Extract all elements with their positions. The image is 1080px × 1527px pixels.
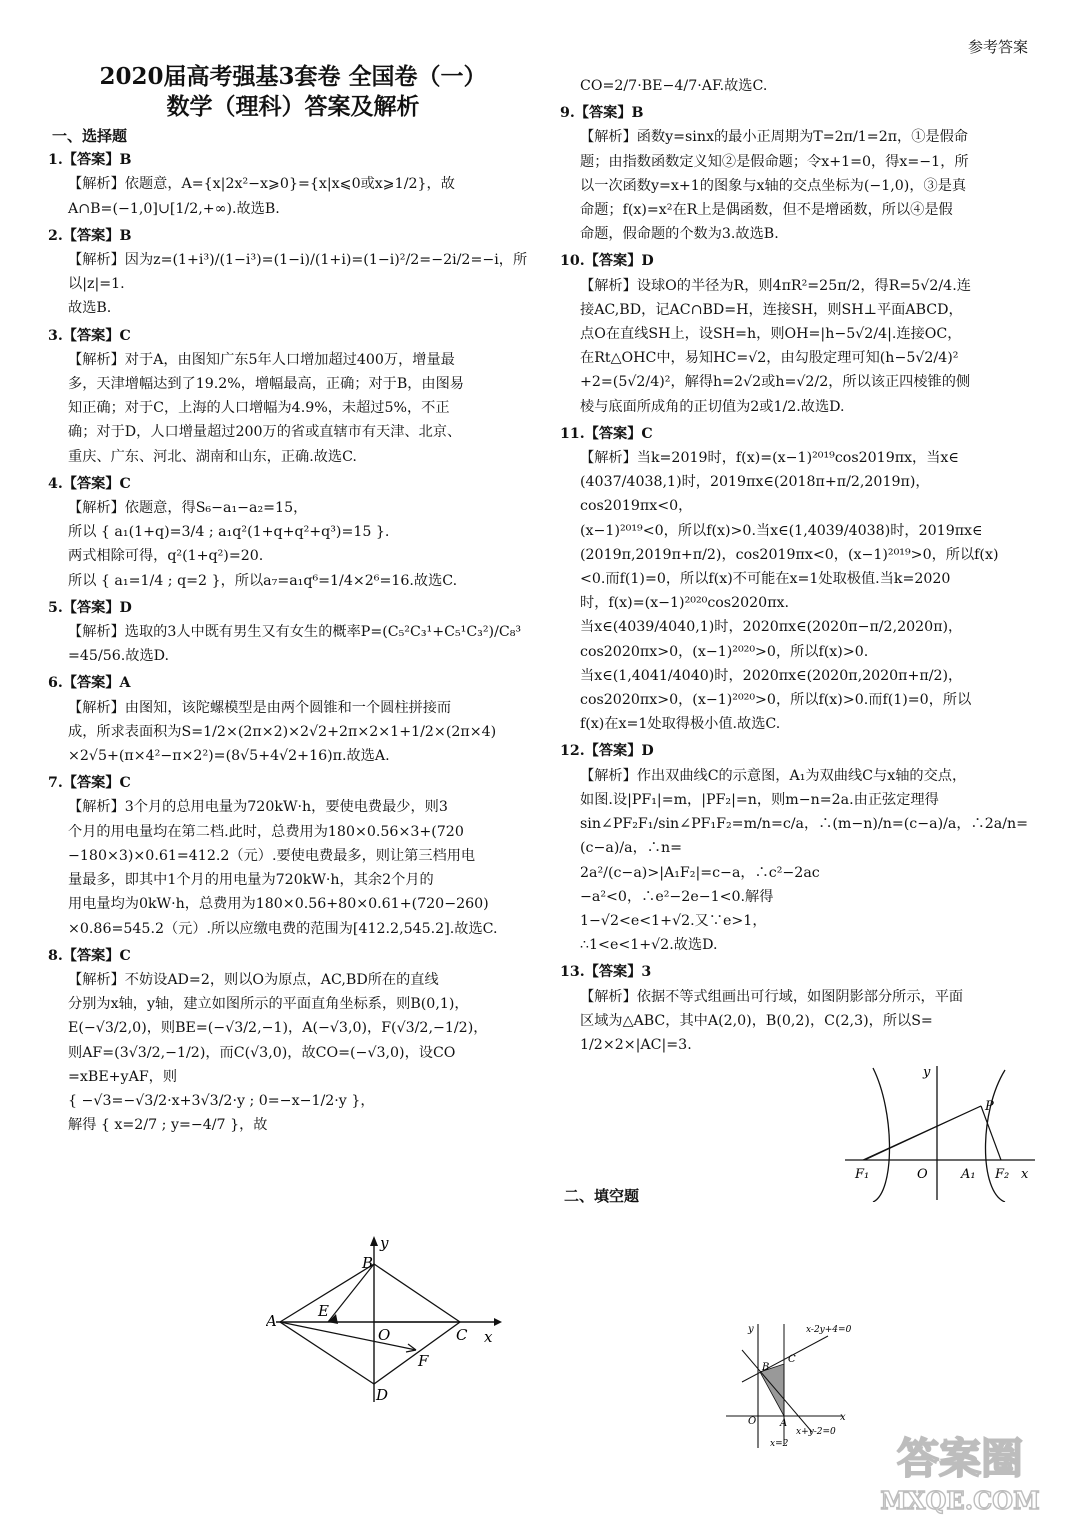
explanation [48, 248, 528, 321]
explanation-line: 【解析】依据不等式组画出可行域，如图阴影部分所示，平面 [580, 988, 964, 1005]
explanation-line: f(x)在x=1处取得极小值.故选C. [580, 716, 781, 733]
explanation-line: 重庆、广东、河北、湖南和山东，正确.故选C. [68, 448, 357, 465]
fig8-label-c: C [456, 1326, 468, 1344]
explanation-line: 2a²/(c−a)>|A₁F₂|=c−a，∴c²−2ac [580, 864, 820, 881]
figure-q13 [722, 1320, 872, 1450]
explanation-line: CO=2/7·BE−4/7·AF.故选C. [580, 78, 768, 94]
explanation-line: 【解析】作出双曲线C的示意图，A₁为双曲线C与x轴的交点， [580, 767, 967, 784]
right-question-3 [560, 422, 1038, 737]
explanation [560, 274, 1038, 419]
fig12-label-f2: F₂ [995, 1167, 1010, 1182]
fig8-label-y: y [380, 1234, 389, 1252]
fig8-label-a: A [266, 1312, 277, 1330]
fig13-label-x2: x=2 [770, 1439, 789, 1449]
right-question-4 [560, 739, 1038, 957]
fig13-label-y: y [748, 1324, 754, 1335]
fig13-label-o: O [748, 1416, 757, 1427]
explanation-line: ∴1<e<1+√2.故选D. [580, 937, 718, 954]
explanation-line: 用电量均为0kW·h，总费用为180×0.56+80×0.61+(720−260) [68, 896, 489, 913]
explanation [48, 795, 528, 940]
left-items [48, 148, 528, 1137]
explanation-line: 【解析】设球O的半径为R，则4πR²=25π/2，得R=5√2/4.连 [580, 277, 971, 294]
explanation-line: cos2020πx>0，(x−1)²⁰²⁰>0，所以f(x)>0.而f(1)=0，所以 [580, 692, 972, 709]
left-question-1 [48, 224, 528, 321]
explanation-line: 区域为△ABC，其中A(2,0)，B(0,2)，C(2,3)，所以S= [580, 1012, 933, 1029]
explanation [48, 968, 528, 1137]
section-choice: 一、选择题 [52, 127, 128, 145]
explanation-line: 多，天津增幅达到了19.2%，增幅最高，正确；对于B，由图易 [68, 376, 464, 393]
fig13-label-x: x [840, 1412, 846, 1423]
explanation-line: 两式相除可得，q²(1+q²)=20. [68, 548, 264, 565]
explanation-line: 在Rt△OHC中，易知HC=√2，由勾股定理可知(h−5√2/4)² [580, 350, 959, 367]
explanation-line: 题；由指数函数定义知②是假命题；令x+1=0，得x=−1，所 [580, 153, 969, 170]
explanation-line: 当x∈(1,4041/4040)时，2020πx∈(2020π,2020π+π/2)， [580, 667, 963, 684]
explanation-line: +2=(5√2/4)²，解得h=2√2或h=√2/2，所以该正四棱锥的侧 [580, 374, 971, 391]
answer-line: 8.【答案】C [48, 947, 131, 964]
explanation [48, 172, 528, 220]
explanation-line: (4037/4038,1)时，2019πx∈(2018π+π/2,2019π)，cos2019πx<0， [580, 474, 930, 515]
explanation-line: −a²<0，∴e²−2e−1<0.解得 [580, 888, 774, 905]
left-question-2 [48, 324, 528, 469]
explanation-line: 【解析】当k=2019时，f(x)=(x−1)²⁰¹⁹cos2019πx，当x∈ [580, 450, 959, 467]
explanation-line: (2019π,2019π+π/2)，cos2019πx<0，(x−1)²⁰¹⁹>0，所以f(x) [580, 546, 999, 563]
explanation [560, 125, 1038, 246]
fig8-label-d: D [376, 1386, 389, 1404]
explanation-line: 命题；f(x)=x²在R上是偶函数，但不是增函数，所以④是假 [580, 202, 953, 219]
fig8-label-x: x [484, 1328, 493, 1346]
right-items [560, 74, 1038, 1057]
fig12-label-y: y [923, 1065, 931, 1080]
answer-line: 13.【答案】3 [560, 964, 652, 981]
answer-line: 5.【答案】D [48, 599, 132, 616]
page-title: 2020届高考强基3套卷 全国卷（一） [99, 63, 487, 90]
answer-line: 3.【答案】C [48, 327, 131, 344]
explanation [560, 446, 1038, 736]
explanation-line: =xBE+yAF，则 [68, 1068, 178, 1085]
left-question-5 [48, 671, 528, 768]
answer-line: 10.【答案】D [560, 253, 654, 270]
answer-line: 7.【答案】C [48, 775, 131, 792]
explanation-line: E(−√3/2,0)，则BE=(−√3/2,−1)，A(−√3,0)，F(√3/2,−1/2)， [68, 1020, 488, 1037]
page-corner-label: 参考答案 [967, 38, 1028, 56]
fig13-label-a: A [780, 1418, 788, 1429]
answer-line: 4.【答案】C [48, 475, 131, 492]
section-fill: 二、填空题 [564, 1187, 640, 1205]
watermark-text: 答案圈 [896, 1434, 1024, 1483]
answer-line: 11.【答案】C [560, 425, 653, 442]
explanation-line: ×0.86=545.2（元）.所以应缴电费的范围为[412.2,545.2].故选C. [68, 920, 498, 937]
fig12-label-a1: A₁ [961, 1167, 976, 1182]
left-question-3 [48, 472, 528, 593]
explanation-line: 当x∈(4039/4040,1)时，2020πx∈(2020π−π/2,2020π)， [580, 619, 963, 636]
explanation-line: 如图.设|PF₁|=m，|PF₂|=n，则m−n=2a.由正弦定理得 [580, 791, 939, 808]
fig12-label-o: O [917, 1167, 928, 1182]
right-column [560, 74, 1038, 1205]
page-subtitle: 数学（理科）答案及解析 [166, 93, 420, 120]
answer-line: 9.【答案】B [560, 105, 644, 122]
answer-line: 6.【答案】A [48, 675, 131, 692]
explanation-line: 故选B. [68, 300, 112, 317]
explanation-line: (x−1)²⁰¹⁹<0，所以f(x)>0.当x∈(1,4039/4038)时，2019πx∈ [580, 522, 983, 539]
left-question-7 [48, 944, 528, 1138]
explanation [48, 696, 528, 769]
explanation-line: 【解析】不妨设AD=2，则以O为原点，AC,BD所在的直线 [68, 971, 439, 988]
explanation-line: { −√3=−√3/2·x+3√3/2·y ; 0=−x−1/2·y }， [68, 1092, 375, 1109]
explanation [560, 74, 1038, 98]
explanation-line: ×2√5+(π×4²−π×2²)=(8√5+4√2+16)π.故选A. [68, 748, 390, 765]
explanation-line: 确；对于D，人口增量超过200万的省或直辖市有天津、北京、 [68, 424, 462, 441]
explanation-line: 【解析】函数y=sinx的最小正周期为T=2π/1=2π，①是假命 [580, 129, 968, 146]
explanation-line: 则AF=(3√3/2,−1/2)，而C(√3,0)，故CO=(−√3,0)，设CO [68, 1044, 456, 1061]
explanation-line: 【解析】3个月的总用电量为720kW·h，要使电费最少，则3 [68, 799, 448, 816]
explanation-line: 所以 { a₁=1/4 ; q=2 }，所以a₇=a₁q⁶=1/4×2⁶=16.故选C. [68, 572, 458, 589]
explanation-line: =45/56.故选D. [68, 648, 170, 665]
explanation-line: 解得 { x=2/7 ; y=−4/7 }，故 [68, 1117, 268, 1134]
watermark-url: MXQE.COM [880, 1486, 1040, 1515]
answer-line: 12.【答案】D [560, 743, 654, 760]
explanation-line: 点O在直线SH上，设SH=h，则OH=|h−5√2/4|.连接OC， [580, 326, 962, 343]
explanation-line: A∩B=(−1,0]∪[1/2,+∞).故选B. [68, 200, 280, 217]
explanation-line: 命题，假命题的个数为3.故选B. [580, 226, 779, 243]
left-question-6 [48, 771, 528, 940]
explanation-line: 接AC,BD，记AC∩BD=H，连接SH，则SH⊥平面ABCD， [580, 301, 963, 318]
fig12-label-p: P [985, 1099, 994, 1114]
explanation-line: 量最多，即其中1个月的用电量为720kW·h，其余2个月的 [68, 872, 434, 889]
left-column [48, 62, 528, 1404]
right-question-5 [560, 960, 1038, 1057]
left-question-0 [48, 148, 528, 221]
fig8-label-o: O [378, 1326, 391, 1344]
fig8-label-e: E [318, 1302, 329, 1320]
answer-line: 1.【答案】B [48, 152, 132, 169]
figure-q8 [266, 1234, 506, 1404]
fig12-label-f1: F₁ [855, 1167, 870, 1182]
explanation-line: 【解析】选取的3人中既有男生又有女生的概率P=(C₅²C₃¹+C₅¹C₃²)/C₈³ [68, 624, 522, 641]
explanation [48, 348, 528, 469]
explanation [48, 620, 528, 668]
right-question-1 [560, 101, 1038, 246]
fig8-label-f: F [418, 1352, 429, 1370]
explanation-line: cos2020πx>0，(x−1)²⁰²⁰>0，所以f(x)>0. [580, 643, 869, 660]
explanation-line: 所以 { a₁(1+q)=3/4 ; a₁q²(1+q+q²+q³)=15 }. [68, 524, 390, 541]
fig13-label-line2: x+y-2=0 [796, 1427, 836, 1437]
explanation-line: 以一次函数y=x+1的图象与x轴的交点坐标为(−1,0)，③是真 [580, 177, 967, 194]
explanation-line: sin∠PF₂F₁/sin∠PF₁F₂=m/n=c/a，∴(m−n)/n=(c−a)/a，∴2a/n=(c−a)/a，∴n= [580, 816, 1029, 857]
explanation-line: 棱与底面所成角的正切值为2或1/2.故选D. [580, 398, 845, 415]
explanation [48, 496, 528, 593]
explanation-line: 1−√2<e<1+√2.又∵e>1， [580, 912, 767, 929]
explanation-line: −180×3)×0.61=412.2（元）.要使电费最多，则让第三档用电 [68, 847, 476, 864]
answer-line: 2.【答案】B [48, 227, 132, 244]
explanation-line: 【解析】依题意，得S₆−a₁−a₂=15， [68, 500, 308, 517]
explanation-line: 【解析】因为z=(1+i³)/(1−i³)=(1−i)/(1+i)=(1−i)²/2=−2i/2=−i，所以|z|=1. [68, 252, 528, 293]
figure-q12 [845, 1062, 1045, 1202]
explanation [560, 985, 1038, 1058]
left-question-4 [48, 596, 528, 669]
fig13-label-b: B [762, 1362, 770, 1373]
explanation [560, 764, 1038, 958]
fig8-label-b: B [362, 1254, 374, 1272]
explanation-line: 【解析】对于A，由图知广东5年人口增加超过400万，增量最 [68, 351, 455, 368]
explanation-line: 分别为x轴，y轴，建立如图所示的平面直角坐标系，则B(0,1)， [68, 996, 469, 1013]
right-question-0 [560, 74, 1038, 98]
right-question-2 [560, 249, 1038, 418]
fig12-label-x: x [1021, 1167, 1029, 1182]
explanation-line: 【解析】依题意，A={x|2x²−x⩾0}={x|x⩽0或x⩾1/2}，故 [68, 176, 455, 193]
explanation-line: 1/2×2×|AC|=3. [580, 1036, 692, 1053]
fig13-label-line1: x-2y+4=0 [806, 1325, 852, 1335]
explanation-line: 成，所求表面积为S=1/2×(2π×2)×2√2+2π×2×1+1/2×(2π×4) [68, 723, 497, 740]
fig13-label-c: C [788, 1354, 796, 1365]
explanation-line: <0.而f(1)=0，所以f(x)不可能在x=1处取极值.当k=2020 [580, 571, 951, 588]
explanation-line: 【解析】由图知，该陀螺模型是由两个圆锥和一个圆柱拼接而 [68, 699, 452, 716]
watermark-logo [860, 1429, 1060, 1519]
explanation-line: 知正确；对于C，上海的人口增幅为4.9%，未超过5%，不正 [68, 400, 450, 417]
explanation-line: 个月的用电量均在第二档.此时，总费用为180×0.56×3+(720 [68, 823, 464, 840]
explanation-line: 时，f(x)=(x−1)²⁰²⁰cos2020πx. [580, 595, 790, 612]
